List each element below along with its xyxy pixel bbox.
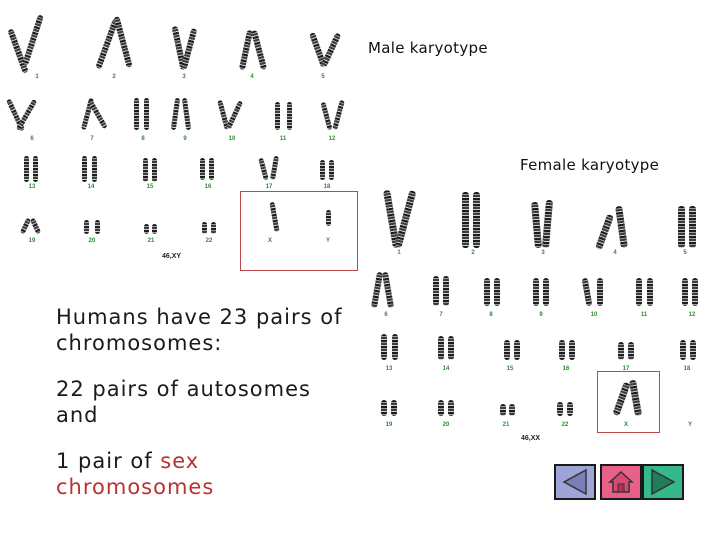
female-chromosome-6 bbox=[382, 272, 394, 308]
female-chromosome-number-12: 12 bbox=[688, 312, 696, 318]
male-sex-chromosome-box bbox=[240, 191, 358, 271]
female-chromosome-number-4: 4 bbox=[613, 250, 617, 256]
female-chromosome-number-14: 14 bbox=[442, 366, 450, 372]
back-button[interactable] bbox=[554, 464, 596, 500]
female-chromosome-9 bbox=[533, 278, 539, 306]
male-chromosome-21 bbox=[152, 224, 157, 234]
female-chromosome-number-19: 19 bbox=[385, 422, 393, 428]
female-chromosome-number-3: 3 bbox=[541, 250, 545, 256]
female-chromosome-9 bbox=[543, 278, 549, 306]
male-chromosome-number-14: 14 bbox=[87, 184, 95, 190]
female-chromosome-8 bbox=[494, 278, 500, 306]
female-chromosome-11 bbox=[636, 278, 642, 306]
female-chromosome-19 bbox=[391, 400, 397, 416]
male-chromosome-10 bbox=[226, 100, 243, 129]
female-chromosome-17 bbox=[628, 342, 634, 360]
male-chromosome-9 bbox=[171, 98, 180, 130]
female-chromosome-7 bbox=[433, 276, 439, 306]
female-chromosome-16 bbox=[569, 340, 575, 360]
male-chromosome-22 bbox=[211, 222, 216, 234]
male-chromosome-9 bbox=[182, 98, 191, 130]
male-chromosome-15 bbox=[152, 158, 157, 182]
male-chromosome-number-4: 4 bbox=[250, 74, 254, 80]
female-chromosome-number-7: 7 bbox=[439, 312, 443, 318]
male-chromosome-5 bbox=[321, 32, 342, 67]
female-chromosome-14 bbox=[438, 336, 444, 360]
female-chromosome-18 bbox=[690, 340, 696, 360]
male-chromosome-number-18: 18 bbox=[323, 184, 331, 190]
male-chromosome-2 bbox=[113, 16, 132, 68]
male-chromosome-11 bbox=[275, 102, 280, 130]
sex-chromosomes-highlight: sex chromosomes bbox=[56, 449, 215, 499]
female-chromosome-12 bbox=[682, 278, 688, 306]
male-chromosome-number-Y: Y bbox=[325, 238, 330, 244]
male-chromosome-8 bbox=[144, 98, 149, 130]
sex-chromosomes-prefix: 1 pair of bbox=[56, 449, 161, 473]
female-chromosome-20 bbox=[438, 400, 444, 416]
female-chromosome-20 bbox=[448, 400, 454, 416]
female-chromosome-number-5: 5 bbox=[683, 250, 687, 256]
autosomes-statement: 22 pairs of autosomes and bbox=[56, 377, 311, 427]
male-chromosome-number-5: 5 bbox=[321, 74, 325, 80]
female-karyotype-image bbox=[360, 180, 720, 450]
female-sex-chromosome-box bbox=[597, 371, 660, 433]
female-chromosome-3 bbox=[542, 200, 553, 248]
male-chromosome-20 bbox=[95, 220, 100, 234]
female-chromosome-1 bbox=[395, 190, 417, 248]
female-chromosome-12 bbox=[692, 278, 698, 306]
female-chromosome-number-22: 22 bbox=[561, 422, 569, 428]
male-chromosome-6 bbox=[16, 99, 37, 131]
female-chromosome-21 bbox=[500, 404, 506, 416]
female-chromosome-22 bbox=[557, 402, 563, 416]
male-chromosome-21 bbox=[144, 224, 149, 234]
female-chromosome-number-13: 13 bbox=[385, 366, 393, 372]
female-chromosome-number-15: 15 bbox=[506, 366, 514, 372]
male-chromosome-16 bbox=[200, 158, 205, 180]
female-chromosome-8 bbox=[484, 278, 490, 306]
female-chromosome-10 bbox=[582, 278, 593, 307]
female-chromosome-number-2: 2 bbox=[471, 250, 475, 256]
female-chromosome-2 bbox=[462, 192, 469, 248]
male-chromosome-17 bbox=[270, 156, 279, 181]
female-chromosome-3 bbox=[531, 202, 542, 248]
female-chromosome-7 bbox=[443, 276, 449, 306]
male-karyotype-label: 46,XY bbox=[162, 253, 182, 260]
female-chromosome-6 bbox=[371, 272, 383, 308]
male-chromosome-number-22: 22 bbox=[205, 238, 213, 244]
male-chromosome-number-10: 10 bbox=[228, 136, 236, 142]
male-chromosome-number-12: 12 bbox=[328, 136, 336, 142]
female-chromosome-number-17: 17 bbox=[622, 366, 630, 372]
triangle-right-icon bbox=[644, 466, 682, 498]
female-chromosome-4 bbox=[595, 214, 614, 250]
male-chromosome-number-X: X bbox=[267, 238, 272, 244]
male-karyotype-title: Male karyotype bbox=[368, 39, 488, 57]
male-chromosome-19 bbox=[30, 218, 41, 235]
female-chromosome-13 bbox=[381, 334, 387, 360]
female-chromosome-13 bbox=[392, 334, 398, 360]
male-chromosome-14 bbox=[92, 156, 97, 182]
male-chromosome-11 bbox=[287, 102, 292, 130]
male-chromosome-13 bbox=[24, 156, 29, 182]
female-chromosome-17 bbox=[618, 342, 624, 360]
male-chromosome-number-15: 15 bbox=[146, 184, 154, 190]
male-chromosome-number-20: 20 bbox=[88, 238, 96, 244]
male-chromosome-18 bbox=[320, 160, 325, 180]
male-chromosome-number-1: 1 bbox=[35, 74, 39, 80]
female-chromosome-18 bbox=[680, 340, 686, 360]
male-chromosome-16 bbox=[209, 158, 214, 180]
female-chromosome-number-1: 1 bbox=[397, 250, 401, 256]
male-chromosome-13 bbox=[33, 156, 38, 182]
male-chromosome-number-21: 21 bbox=[147, 238, 155, 244]
female-chromosome-14 bbox=[448, 336, 454, 360]
male-chromosome-number-6: 6 bbox=[30, 136, 34, 142]
female-karyotype-label: 46,XX bbox=[521, 435, 541, 442]
female-chromosome-15 bbox=[514, 340, 520, 360]
male-chromosome-number-19: 19 bbox=[28, 238, 36, 244]
female-chromosome-number-Y: Y bbox=[687, 422, 692, 428]
male-chromosome-7 bbox=[87, 99, 107, 129]
male-chromosome-22 bbox=[202, 222, 207, 234]
male-chromosome-20 bbox=[84, 220, 89, 234]
female-chromosome-4 bbox=[615, 206, 628, 249]
male-chromosome-12 bbox=[332, 100, 345, 130]
female-chromosome-number-6: 6 bbox=[384, 312, 388, 318]
female-chromosome-number-20: 20 bbox=[442, 422, 450, 428]
female-chromosome-16 bbox=[559, 340, 565, 360]
female-chromosome-11 bbox=[647, 278, 653, 306]
female-chromosome-number-16: 16 bbox=[562, 366, 570, 372]
male-chromosome-4 bbox=[251, 30, 267, 70]
female-chromosome-number-10: 10 bbox=[590, 312, 598, 318]
male-chromosome-1 bbox=[22, 14, 44, 65]
male-chromosome-14 bbox=[82, 156, 87, 182]
male-chromosome-number-17: 17 bbox=[265, 184, 273, 190]
male-chromosome-8 bbox=[134, 98, 139, 130]
female-chromosome-19 bbox=[381, 400, 387, 416]
male-chromosome-18 bbox=[329, 160, 334, 180]
triangle-left-icon bbox=[556, 466, 594, 498]
male-chromosome-number-3: 3 bbox=[182, 74, 186, 80]
male-chromosome-number-7: 7 bbox=[90, 136, 94, 142]
home-button[interactable] bbox=[600, 464, 642, 500]
female-chromosome-number-X: X bbox=[623, 422, 628, 428]
forward-button[interactable] bbox=[642, 464, 684, 500]
female-chromosome-number-9: 9 bbox=[539, 312, 543, 318]
male-chromosome-4 bbox=[239, 30, 253, 70]
female-chromosome-2 bbox=[473, 192, 480, 248]
male-chromosome-17 bbox=[258, 158, 269, 181]
male-chromosome-number-16: 16 bbox=[204, 184, 212, 190]
female-chromosome-10 bbox=[597, 278, 603, 306]
male-chromosome-number-2: 2 bbox=[112, 74, 116, 80]
male-chromosome-number-8: 8 bbox=[141, 136, 145, 142]
female-chromosome-22 bbox=[567, 402, 573, 416]
female-chromosome-21 bbox=[509, 404, 515, 416]
pairs-statement: Humans have 23 pairs of chromosomes: bbox=[56, 305, 343, 355]
male-chromosome-15 bbox=[143, 158, 148, 182]
sex-chromosomes-statement bbox=[56, 448, 356, 500]
male-chromosome-3 bbox=[181, 28, 198, 70]
male-chromosome-number-13: 13 bbox=[28, 184, 36, 190]
female-chromosome-number-11: 11 bbox=[640, 312, 648, 318]
female-chromosome-5 bbox=[689, 206, 696, 248]
female-chromosome-number-21: 21 bbox=[502, 422, 510, 428]
house-icon bbox=[602, 466, 640, 498]
male-chromosome-number-11: 11 bbox=[279, 136, 287, 142]
female-chromosome-number-18: 18 bbox=[683, 366, 691, 372]
female-chromosome-5 bbox=[678, 206, 685, 248]
female-chromosome-15 bbox=[504, 340, 510, 360]
male-chromosome-12 bbox=[320, 102, 332, 130]
male-chromosome-number-9: 9 bbox=[183, 136, 187, 142]
female-chromosome-number-8: 8 bbox=[489, 312, 493, 318]
female-karyotype-title: Female karyotype bbox=[520, 156, 660, 174]
